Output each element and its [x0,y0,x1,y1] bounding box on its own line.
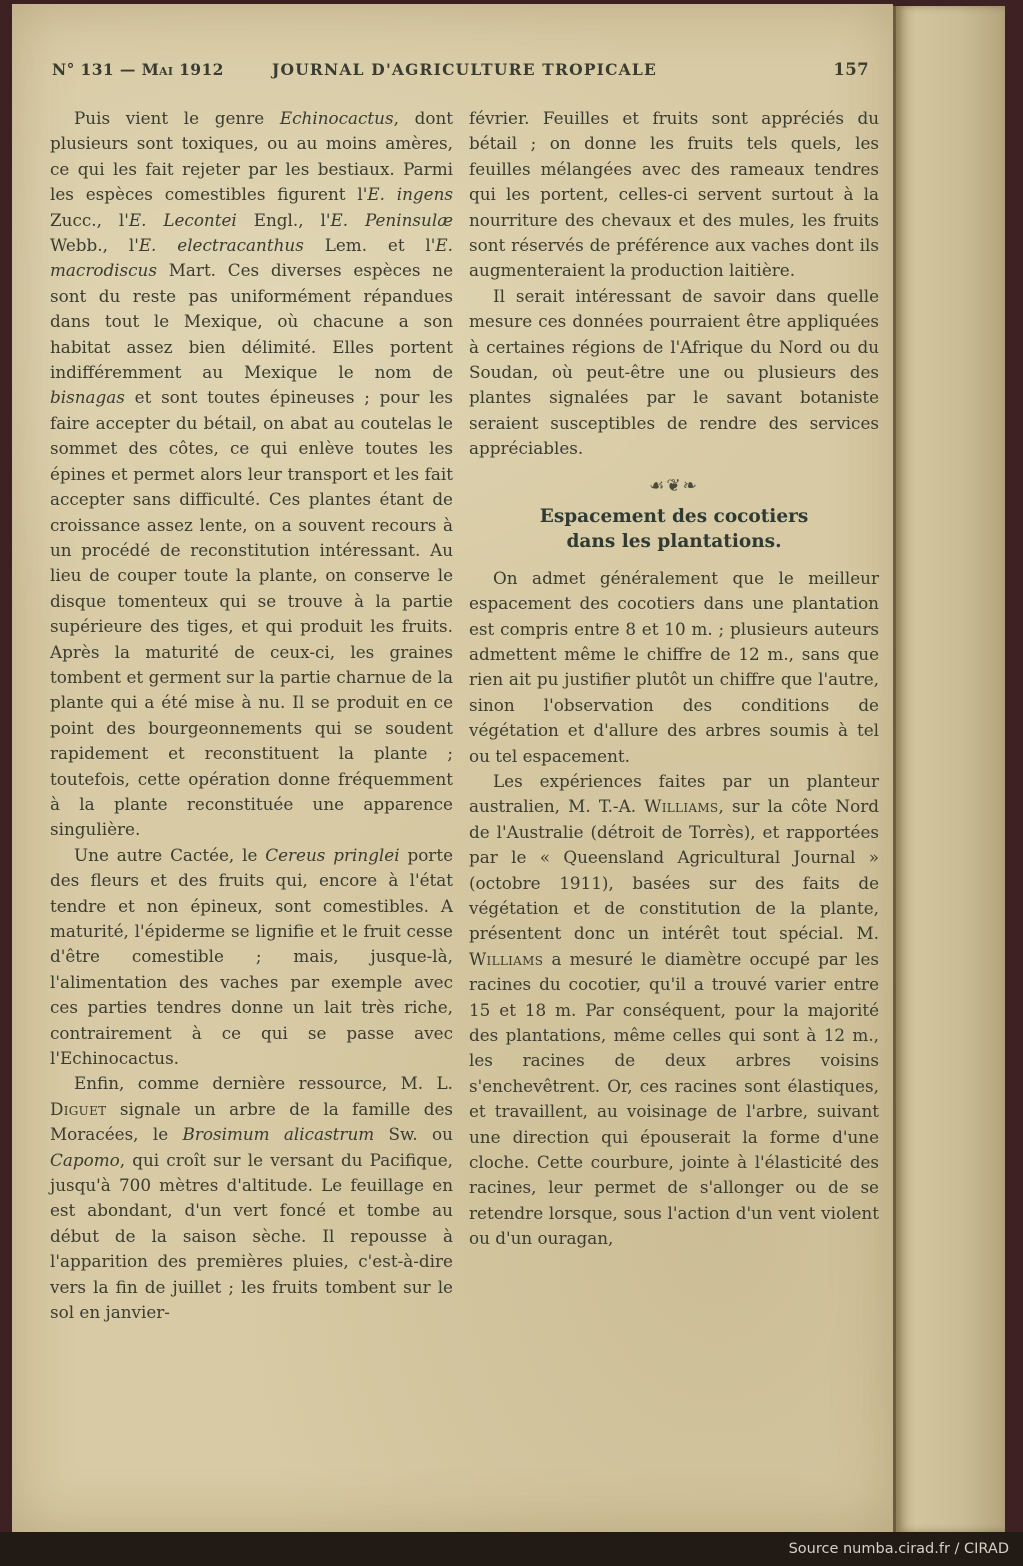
left-column [50,106,453,1326]
section-heading-line1: Espacement des cocotiers [539,505,809,527]
paragraph: Les expériences faites par un planteur australien, M. T.-A. Williams, sur la côte Nord de l'Australie (détroit de Torrès), et rapportées par le « Queensland Agricultural Journal » (octobre 1911), basées sur des faits de végétation et de constitution de la plante, présentent donc un intérêt tout spécial. M. Williams a mesuré le diamètre occupé par les racines du cocotier, qu'il a trouvé varier entre 15 et 18 m. Par conséquent, pour la majorité des plantations, même celles qui sont à 12 m., les racines de deux arbres voisins s'enchevêtrent. Or, ces racines sont élastiques, et travaillent, au voisinage de l'arbre, suivant une direction qui épouserait la forme d'une cloche. Cette courbure, jointe à l'élasticité des racines, leur permet de s'allonger ou de se retendre lorsque, sous l'action d'un vent violent ou d'un ouragan, [469,770,879,1249]
section-heading [469,504,879,554]
section-heading-line2: dans les plantations. [566,530,782,552]
paragraph: Puis vient le genre Echinocactus, dont plusieurs sont toxiques, ou au moins amères, ce qui les fait rejeter par les bestiaux. Parmi les espèces comestibles figurent l'E. ingens Zucc., l'E. Lecontei Engl., l'E. Peninsulæ Webb., l'E. electracanthus Lem. et l'E. macrodiscus Mart. Ces diverses espèces ne sont du reste pas uniformément répandues dans tout le Mexique, où chacune a son habitat assez bien délimité. Elles portent indifféremment au Mexique le nom de bisnagas et sont toutes épineuses ; pour les faire accepter du bétail, on abat au coutelas le sommet des côtes, ce qui enlève toutes les épines et permet alors leur transport et les fait accepter sans difficulté. Ces plantes étant de croissance assez lente, on a souvent recours à un procédé de reconstitution intéressant. Au lieu de couper toute la plante, on conserve le disque tomenteux qui se trouve à la partie supérieure des tiges, et qui produit les fruits. Après la maturité de ceux-ci, les graines tombent et germent sur la partie charnue de la plante qui a été mise à nu. Il se produit en ce point des bourgeonnements qui se soudent rapidement et reconstituent la plante ; toutefois, cette opération donne fréquemment à la plante reconstituée une apparence singulière. [50,108,454,840]
page-number: 157 [833,60,869,79]
footer-bar [0,1532,1023,1566]
text-columns [50,106,879,1326]
paragraph-continuation: février. Feuilles et fruits sont appréciés du bétail ; on donne les fruits tels quels, les feuilles mélangées avec des rameaux tendres qui les portent, celles-ci servent surtout à la nourriture des chevaux et des mules, les fruits sont réservés de préférence aux vaches dont ils augmenteraient la production laitière. [469,108,879,281]
section-divider-ornament: ☙❦❧ [649,475,699,496]
paragraph: On admet généralement que le meilleur espacement des cocotiers dans une plantation est compris entre 8 et 10 m. ; plusieurs auteurs admettent même le chiffre de 12 m., sans que rien ait pu justifier plutôt un chiffre que l'autre, sinon l'observation des conditions de végétation et d'allure des arbres soumis à tel ou tel espacement. [469,567,879,766]
right-column [469,106,879,1326]
paragraph: Enfin, comme dernière ressource, M. L. Diguet signale un arbre de la famille des Moracées, le Brosimum alicastrum Sw. ou Capomo, qui croît sur le versant du Pacifique, jusqu'à 700 mètres d'altitude. Le feuillage en est abondant, d'un vert foncé et tombe au début de la saison sèche. Il repousse à l'apparition des premières pluies, c'est-à-dire vers la fin de juillet ; les fruits tombent sur le sol en janvier- [50,1073,453,1323]
journal-header [50,60,879,82]
journal-title: JOURNAL D'AGRICULTURE TROPICALE [271,60,658,79]
paragraph: Il serait intéressant de savoir dans quelle mesure ces données pourraient être appliquées à certaines régions de l'Afrique du Nord ou du Soudan, où peut-être une ou plusieurs des plantes signalées par le savant botaniste seraient susceptibles de rendre des services appréciables. [469,285,879,459]
page-scan [12,4,893,1532]
adjacent-page-edge [893,6,1005,1532]
issue-label: N° 131 — Mai 1912 [52,60,224,79]
source-credit: Source numba.cirad.fr / CIRAD [788,1541,1009,1557]
paragraph: Une autre Cactée, le Cereus pringlei porte des fleurs et des fruits qui, encore à l'état tendre et non épineux, sont comestibles. A maturité, l'épiderme se lignifie et le fruit cesse d'être comestible ; mais, jusque-là, l'alimentation des vaches par exemple avec ces parties tendres donne un lait très riche, contrairement à ce qui se passe avec l'Echinocactus. [50,844,453,1069]
